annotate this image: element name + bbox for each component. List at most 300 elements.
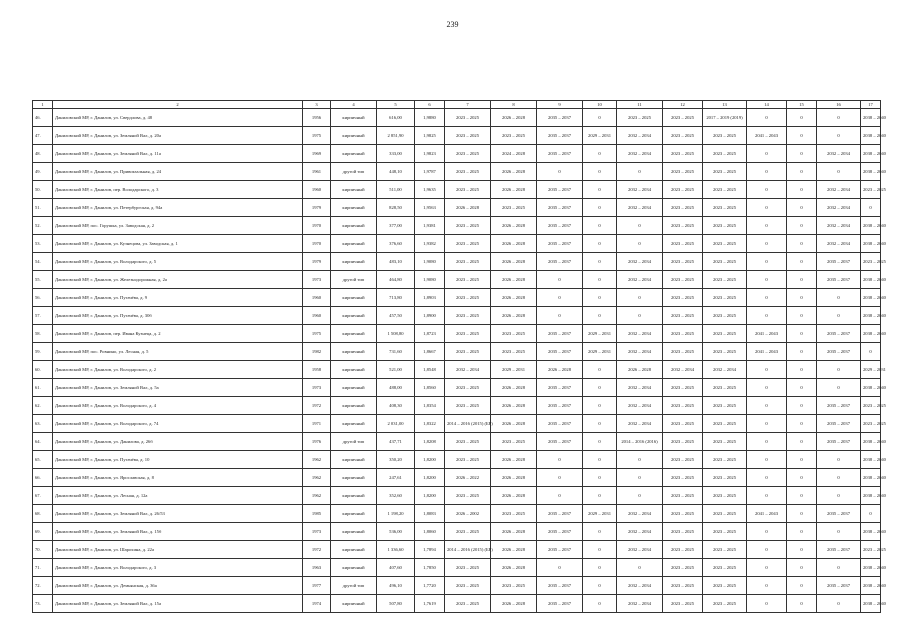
table-cell: 59.: [33, 343, 53, 361]
table-cell: 0: [817, 559, 861, 577]
table-cell: Даниловский МР, г. Данилов, ул. Пугачёва, д. 10: [53, 451, 303, 469]
table-cell: 2023 – 2025: [445, 163, 491, 181]
table-cell: 0: [817, 127, 861, 145]
table-cell: 0: [787, 235, 817, 253]
table-row: [33, 415, 881, 433]
table-cell: 0: [747, 307, 787, 325]
table-cell: кирпичный: [331, 127, 377, 145]
table-cell: 713,80: [377, 289, 415, 307]
table-cell: 2023 – 2025: [861, 253, 881, 271]
table-cell: Даниловский МР, г. Данилов, ул. Володарского, д. 4: [53, 397, 303, 415]
table-cell: 2035 – 2037: [817, 271, 861, 289]
table-cell: 2038 – 2040: [861, 379, 881, 397]
table-cell: 67.: [33, 487, 53, 505]
table-cell: 2032 – 2034: [617, 343, 663, 361]
table-cell: 2035 – 2037: [817, 325, 861, 343]
table-cell: 2041 – 2043: [747, 343, 787, 361]
table-cell: 483,10: [377, 253, 415, 271]
table-cell: 2023 – 2025: [703, 217, 747, 235]
table-cell: 0: [583, 163, 617, 181]
table-cell: 0: [787, 127, 817, 145]
table-cell: 0: [787, 433, 817, 451]
table-cell: 1,8208: [415, 433, 445, 451]
table-cell: 2023 – 2025: [445, 307, 491, 325]
table-cell: 2023 – 2025: [663, 451, 703, 469]
table-cell: 0: [747, 451, 787, 469]
table-cell: 0: [747, 523, 787, 541]
table-cell: 2023 – 2025: [703, 379, 747, 397]
table-cell: 2029 – 2031: [861, 361, 881, 379]
table-cell: кирпичный: [331, 541, 377, 559]
table-cell: кирпичный: [331, 451, 377, 469]
table-cell: 2035 – 2037: [817, 253, 861, 271]
table-row: [33, 451, 881, 469]
table-cell: 2038 – 2040: [861, 487, 881, 505]
table-cell: 2032 – 2034: [617, 325, 663, 343]
table-cell: 2035 – 2037: [537, 379, 583, 397]
table-cell: 1 198,20: [377, 505, 415, 523]
table-cell: 2026 – 2028: [491, 235, 537, 253]
table-row: [33, 469, 881, 487]
table-cell: 2026 – 2028: [491, 379, 537, 397]
table-cell: 2023 – 2025: [703, 433, 747, 451]
table-cell: 2026 – 2028: [491, 595, 537, 613]
table-cell: 0: [817, 469, 861, 487]
table-cell: 247,61: [377, 469, 415, 487]
table-cell: 2023 – 2025: [703, 235, 747, 253]
table-cell: 1,9825: [415, 127, 445, 145]
table-cell: 2023 – 2025: [703, 415, 747, 433]
column-number-cell: 4: [331, 101, 377, 109]
table-cell: 2026 – 2028: [491, 163, 537, 181]
table-cell: 376,60: [377, 235, 415, 253]
table-cell: 0: [583, 109, 617, 127]
table-cell: 2023 – 2025: [663, 487, 703, 505]
table-cell: 0: [537, 487, 583, 505]
table-cell: 0: [787, 595, 817, 613]
table-cell: кирпичный: [331, 145, 377, 163]
table-cell: 2032 – 2034: [617, 505, 663, 523]
table-cell: 2032 – 2034: [817, 217, 861, 235]
table-cell: 2023 – 2025: [445, 433, 491, 451]
table-cell: 2035 – 2037: [537, 523, 583, 541]
table-cell: 2026 – 2002: [445, 505, 491, 523]
table-cell: 0: [537, 469, 583, 487]
table-cell: 2026 – 2028: [445, 199, 491, 217]
table-cell: 0: [817, 595, 861, 613]
table-cell: 2023 – 2025: [703, 577, 747, 595]
table-cell: 2014 – 2016 (2016): [617, 433, 663, 451]
table-cell: 2023 – 2025: [703, 127, 747, 145]
table-cell: 0: [747, 469, 787, 487]
table-cell: 2035 – 2037: [537, 505, 583, 523]
table-cell: 0: [787, 343, 817, 361]
table-cell: 2038 – 2040: [861, 217, 881, 235]
table-cell: 2023 – 2025: [703, 541, 747, 559]
table-cell: кирпичный: [331, 253, 377, 271]
table-cell: 1979: [303, 253, 331, 271]
table-cell: 2032 – 2034: [703, 361, 747, 379]
table-cell: 1 508,80: [377, 325, 415, 343]
table-cell: 0: [817, 307, 861, 325]
table-cell: 1,9635: [415, 181, 445, 199]
table-cell: 2023 – 2025: [491, 325, 537, 343]
table-cell: 2023 – 2025: [445, 379, 491, 397]
table-cell: Даниловский МР, г. Данилов, пер. Володарского, д. 3: [53, 181, 303, 199]
column-number-cell: 17: [861, 101, 881, 109]
table-cell: 2023 – 2025: [445, 487, 491, 505]
table-cell: 1,9787: [415, 163, 445, 181]
table-cell: 0: [787, 541, 817, 559]
column-number-cell: 6: [415, 101, 445, 109]
table-cell: 2023 – 2025: [445, 109, 491, 127]
table-cell: 2032 – 2034: [617, 379, 663, 397]
table-cell: 0: [617, 217, 663, 235]
table-cell: 0: [817, 487, 861, 505]
table-row: [33, 181, 881, 199]
table-cell: 46.: [33, 109, 53, 127]
table-cell: 1962: [303, 487, 331, 505]
table-cell: 0: [583, 577, 617, 595]
table-cell: 0: [817, 523, 861, 541]
table-cell: 0: [583, 415, 617, 433]
table-cell: Даниловский МР, г. Данилов, ул. Данилова, д. 26б: [53, 433, 303, 451]
table-cell: 2023 – 2025: [703, 343, 747, 361]
column-number-cell: 9: [537, 101, 583, 109]
table-cell: кирпичный: [331, 217, 377, 235]
table-cell: 0: [787, 469, 817, 487]
table-cell: 2026 – 2028: [491, 181, 537, 199]
table-cell: 0: [583, 397, 617, 415]
table-cell: 61.: [33, 379, 53, 397]
table-cell: 0: [817, 379, 861, 397]
table-cell: 0: [787, 307, 817, 325]
table-cell: 0: [617, 469, 663, 487]
table-cell: 2023 – 2025: [663, 235, 703, 253]
table-cell: 2035 – 2037: [537, 253, 583, 271]
table-cell: 2035 – 2037: [537, 235, 583, 253]
table-cell: 0: [787, 271, 817, 289]
table-cell: 2023 – 2025: [445, 181, 491, 199]
table-cell: 54.: [33, 253, 53, 271]
table-cell: 2038 – 2040: [861, 289, 881, 307]
table-cell: Даниловский МР, г. Данилов, ул. Лесная, д. 12а: [53, 487, 303, 505]
table-cell: 0: [747, 163, 787, 181]
table-cell: 2038 – 2040: [861, 145, 881, 163]
table-cell: 70.: [33, 541, 53, 559]
table-row: [33, 595, 881, 613]
table-cell: 69.: [33, 523, 53, 541]
table-cell: 1982: [303, 343, 331, 361]
table-cell: 1,8903: [415, 289, 445, 307]
table-cell: 1962: [303, 469, 331, 487]
table-cell: 1963: [303, 559, 331, 577]
table-cell: 0: [861, 199, 881, 217]
table-cell: 1,9880: [415, 109, 445, 127]
table-cell: 0: [583, 469, 617, 487]
table-cell: 0: [787, 559, 817, 577]
table-cell: 0: [817, 163, 861, 181]
table-cell: 407,60: [377, 559, 415, 577]
table-cell: 0: [537, 307, 583, 325]
table-cell: 2023 – 2025: [663, 163, 703, 181]
table-cell: 1,8200: [415, 487, 445, 505]
table-cell: 0: [787, 181, 817, 199]
table-cell: 2026 – 2028: [491, 415, 537, 433]
table-cell: 2023 – 2025: [663, 469, 703, 487]
table-cell: кирпичный: [331, 199, 377, 217]
table-cell: Даниловский МР, г. Данилов, ул. Ярославская, д. 8: [53, 469, 303, 487]
table-cell: 0: [617, 451, 663, 469]
table-cell: 2023 – 2025: [861, 415, 881, 433]
table-cell: 1956: [303, 109, 331, 127]
table-cell: 51.: [33, 199, 53, 217]
table-cell: 0: [817, 289, 861, 307]
table-cell: 1,8083: [415, 505, 445, 523]
table-cell: Даниловский МР, г. Данилов, ул. Свердлова, д. 48: [53, 109, 303, 127]
table-cell: 0: [583, 451, 617, 469]
table-cell: 2035 – 2037: [817, 415, 861, 433]
table-cell: 2023 – 2025: [445, 235, 491, 253]
table-cell: 2026 – 2022: [445, 469, 491, 487]
table-cell: 488,00: [377, 379, 415, 397]
table-cell: Даниловский МР, пос. Ровнино, ул. Лесная, д. 5: [53, 343, 303, 361]
table-cell: 2032 – 2034: [617, 271, 663, 289]
table-cell: 2035 – 2037: [537, 343, 583, 361]
table-cell: 0: [537, 559, 583, 577]
table-cell: 2029 – 2031: [583, 505, 617, 523]
table-cell: Даниловский МР, г. Данилов, ул. Володарского, д. 3: [53, 559, 303, 577]
table-cell: 0: [537, 451, 583, 469]
table-cell: 2023 – 2025: [663, 559, 703, 577]
table-cell: 1960: [303, 289, 331, 307]
table-cell: 1977: [303, 577, 331, 595]
table-cell: Даниловский МР, г. Данилов, ул. Пугачёва, д. 9: [53, 289, 303, 307]
table-cell: 1979: [303, 199, 331, 217]
table-cell: 2 851,90: [377, 127, 415, 145]
table-cell: 2026 – 2028: [491, 307, 537, 325]
table-cell: 1970: [303, 217, 331, 235]
table-cell: 2023 – 2025: [703, 271, 747, 289]
table-cell: 2023 – 2025: [445, 595, 491, 613]
table-cell: 2 031,00: [377, 415, 415, 433]
table-cell: 1958: [303, 361, 331, 379]
column-number-cell: 7: [445, 101, 491, 109]
table-cell: 0: [583, 433, 617, 451]
table-cell: кирпичный: [331, 595, 377, 613]
table-row: [33, 199, 881, 217]
table-cell: 437,71: [377, 433, 415, 451]
table-cell: 0: [583, 181, 617, 199]
table-cell: 0: [787, 415, 817, 433]
page-number: 239: [446, 20, 459, 29]
column-number-cell: 15: [787, 101, 817, 109]
table-cell: 457,50: [377, 307, 415, 325]
table-cell: 1,8723: [415, 325, 445, 343]
column-number-cell: 10: [583, 101, 617, 109]
table-cell: 2023 – 2025: [663, 523, 703, 541]
table-cell: 0: [583, 217, 617, 235]
table-cell: 2023 – 2025: [703, 289, 747, 307]
table-cell: 2023 – 2025: [703, 559, 747, 577]
table-cell: 2023 – 2025: [445, 217, 491, 235]
column-number-cell: 13: [703, 101, 747, 109]
table-cell: 0: [787, 199, 817, 217]
table-cell: 0: [537, 289, 583, 307]
table-cell: Даниловский МР, г. Данилов, ул. Пугачёва, д. 30б: [53, 307, 303, 325]
table-cell: 2038 – 2040: [861, 127, 881, 145]
table-cell: 2032 – 2034: [617, 595, 663, 613]
table-cell: 2023 – 2025: [861, 181, 881, 199]
table-cell: 2026 – 2028: [491, 487, 537, 505]
table-cell: 2023 – 2025: [663, 325, 703, 343]
table-cell: 2032 – 2034: [663, 361, 703, 379]
table-cell: 2038 – 2040: [861, 271, 881, 289]
table-cell: 2023 – 2025: [445, 325, 491, 343]
table-cell: 0: [787, 109, 817, 127]
table-cell: 1,9382: [415, 235, 445, 253]
table-cell: другой тип: [331, 577, 377, 595]
table-cell: 2023 – 2025: [445, 577, 491, 595]
table-row: [33, 127, 881, 145]
table-cell: 1960: [303, 181, 331, 199]
column-number-cell: 16: [817, 101, 861, 109]
table-cell: 2023 – 2025: [445, 343, 491, 361]
table-cell: 2023 – 2025: [491, 577, 537, 595]
table-cell: 1,7894: [415, 541, 445, 559]
table-cell: 2035 – 2037: [817, 397, 861, 415]
table-cell: 2035 – 2037: [817, 577, 861, 595]
table-cell: 2035 – 2037: [817, 433, 861, 451]
column-number-cell: 14: [747, 101, 787, 109]
table-cell: 350,20: [377, 451, 415, 469]
table-cell: 2032 – 2034: [817, 145, 861, 163]
table-cell: 2035 – 2037: [537, 109, 583, 127]
table-cell: 1,8322: [415, 415, 445, 433]
table-cell: 377,00: [377, 217, 415, 235]
table-cell: 2023 – 2025: [703, 199, 747, 217]
table-cell: 2023 – 2025: [703, 397, 747, 415]
table-cell: 2023 – 2025: [663, 109, 703, 127]
table-cell: кирпичный: [331, 361, 377, 379]
table-cell: 0: [747, 361, 787, 379]
housing-register-table: [32, 100, 886, 613]
table-cell: 1,9381: [415, 217, 445, 235]
header-row: [33, 101, 881, 109]
table-cell: 2023 – 2025: [663, 199, 703, 217]
table-cell: 464,80: [377, 271, 415, 289]
table-cell: 0: [617, 163, 663, 181]
table-cell: 0: [747, 271, 787, 289]
table-cell: 2032 – 2034: [617, 397, 663, 415]
table-cell: 1 336,60: [377, 541, 415, 559]
table-cell: 1971: [303, 415, 331, 433]
table-cell: 0: [747, 379, 787, 397]
table-cell: 2023 – 2025: [445, 451, 491, 469]
table-cell: 2023 – 2025: [491, 199, 537, 217]
table-cell: 2023 – 2025: [663, 595, 703, 613]
table-row: [33, 505, 881, 523]
table-cell: 408,30: [377, 397, 415, 415]
table-cell: 63.: [33, 415, 53, 433]
table-cell: 2023 – 2025: [703, 307, 747, 325]
table-cell: 2029 – 2031: [583, 127, 617, 145]
table-cell: другой тип: [331, 433, 377, 451]
table-cell: 2026 – 2028: [491, 397, 537, 415]
table-cell: 0: [747, 253, 787, 271]
table-cell: 2023 – 2025: [703, 487, 747, 505]
table-cell: 0: [583, 595, 617, 613]
table-cell: 2023 – 2025: [703, 181, 747, 199]
column-number-cell: 3: [303, 101, 331, 109]
table-cell: 2023 – 2025: [703, 163, 747, 181]
table-cell: 0: [583, 235, 617, 253]
table-cell: 0: [583, 379, 617, 397]
table-cell: 0: [747, 109, 787, 127]
table-cell: 1,7720: [415, 577, 445, 595]
table-cell: 0: [787, 451, 817, 469]
table-cell: 2023 – 2025: [663, 289, 703, 307]
table-cell: 2023 – 2025: [703, 325, 747, 343]
table-cell: 0: [817, 361, 861, 379]
table-cell: 1973: [303, 271, 331, 289]
table-cell: 0: [747, 235, 787, 253]
table-cell: 507,80: [377, 595, 415, 613]
table-cell: Даниловский МР, г. Данилов, ул. Володарского, д. 5: [53, 253, 303, 271]
column-number-cell: 8: [491, 101, 537, 109]
table-cell: 521,00: [377, 361, 415, 379]
table-cell: 2023 – 2025: [663, 541, 703, 559]
table-cell: 2023 – 2025: [445, 127, 491, 145]
table-cell: 1960: [303, 307, 331, 325]
table-cell: 2023 – 2025: [663, 217, 703, 235]
table-cell: 2023 – 2025: [491, 505, 537, 523]
table-cell: 0: [747, 397, 787, 415]
table-cell: 2026 – 2028: [491, 451, 537, 469]
table-cell: 71.: [33, 559, 53, 577]
table-cell: 2023 – 2025: [663, 397, 703, 415]
table-cell: 2023 – 2025: [703, 505, 747, 523]
table-cell: другой тип: [331, 163, 377, 181]
table-cell: 68.: [33, 505, 53, 523]
table-row: [33, 523, 881, 541]
table-row: [33, 397, 881, 415]
table-cell: 0: [787, 487, 817, 505]
table-row: [33, 487, 881, 505]
table-cell: 56.: [33, 289, 53, 307]
table-cell: 2035 – 2037: [537, 325, 583, 343]
table-row: [33, 271, 881, 289]
table-cell: 2035 – 2037: [817, 505, 861, 523]
table-cell: 0: [787, 253, 817, 271]
table-cell: 0: [583, 145, 617, 163]
table-cell: Даниловский МР, г. Данилов, ул. Земляной Вал, д. 20а: [53, 127, 303, 145]
table-cell: 2029 – 2031: [583, 325, 617, 343]
table-row: [33, 109, 881, 127]
table-cell: 2029 – 2031: [491, 361, 537, 379]
table-cell: 0: [861, 343, 881, 361]
table-cell: 1,8560: [415, 379, 445, 397]
table-cell: 2026 – 2028: [491, 541, 537, 559]
table-cell: 1975: [303, 325, 331, 343]
column-number-cell: 12: [663, 101, 703, 109]
table-cell: 0: [787, 577, 817, 595]
table-cell: Даниловский МР, г. Данилов, пер. Ивана Кузнеца, д. 2: [53, 325, 303, 343]
table-cell: 2038 – 2040: [861, 559, 881, 577]
table-cell: 2026 – 2028: [491, 289, 537, 307]
table-cell: 2041 – 2043: [747, 127, 787, 145]
table-cell: кирпичный: [331, 487, 377, 505]
